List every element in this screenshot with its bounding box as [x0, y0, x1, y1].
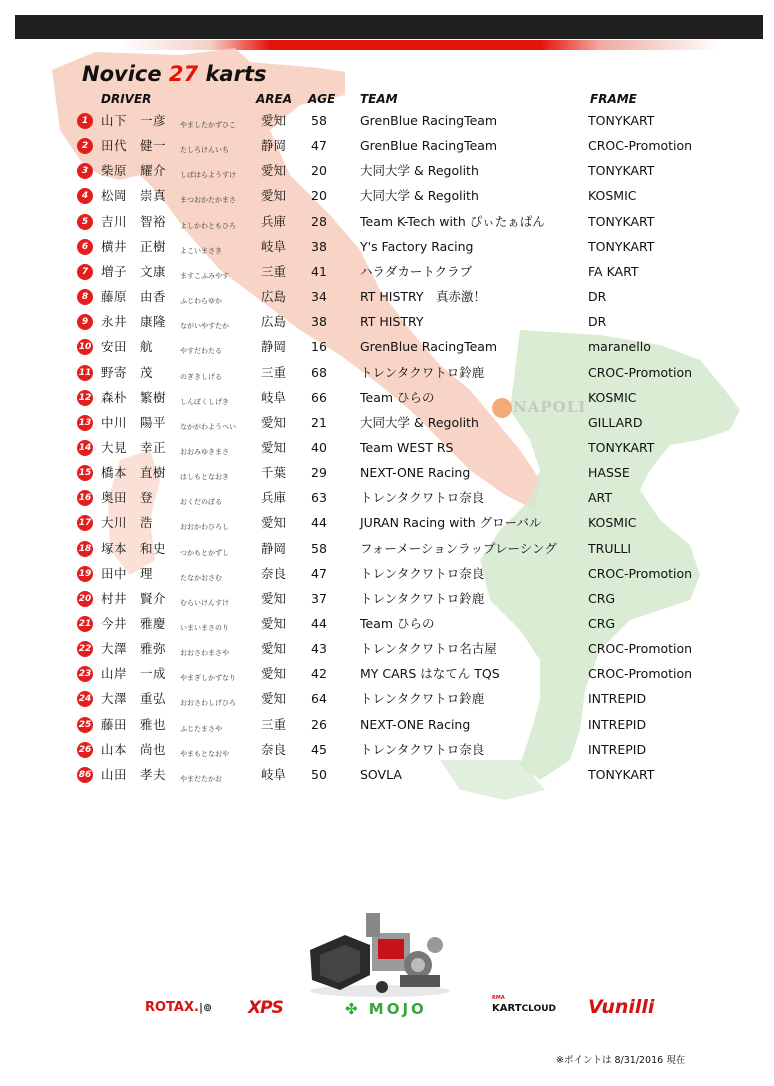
driver-team: MY CARS はなてん TQS [360, 666, 500, 682]
driver-area: 三重 [261, 716, 287, 732]
driver-kana: やまぎしかずなり [180, 674, 236, 683]
driver-team: トレンタクワトロ奈良 [360, 490, 485, 506]
kartcloud-kart-text: KART [492, 1003, 522, 1014]
driver-age: 43 [311, 641, 327, 657]
driver-number-badge: 26 [77, 742, 93, 758]
driver-kana: ふじたまさや [180, 724, 222, 733]
driver-kana: おおさわまさや [180, 649, 229, 658]
napoli-dot-icon [492, 398, 512, 418]
rotax-text: ROTAX. [145, 1000, 199, 1015]
driver-row [0, 589, 774, 614]
driver-frame: GILLARD [588, 414, 643, 430]
driver-area: 愛知 [261, 163, 287, 179]
driver-age: 38 [311, 238, 327, 254]
kartcloud-logo [492, 995, 557, 1014]
driver-name: 中川 陽平 [101, 414, 167, 430]
header-age: AGE [308, 92, 336, 106]
driver-frame: TONYKART [588, 113, 655, 128]
driver-age: 20 [311, 188, 327, 204]
driver-row [0, 388, 774, 413]
header-driver: DRIVER [101, 92, 152, 106]
driver-name: 橋本 直樹 [101, 465, 167, 481]
driver-team: トレンタクワトロ鈴鹿 [360, 364, 485, 380]
driver-age: 26 [311, 716, 327, 732]
driver-row [0, 740, 774, 765]
driver-number-badge: 4 [77, 188, 93, 204]
driver-kana: おくだのぼる [180, 498, 222, 507]
driver-kana: たしろけんいち [180, 146, 229, 155]
title-category: Novice [82, 62, 162, 86]
driver-kana: しばはらようすけ [180, 171, 236, 180]
driver-row [0, 312, 774, 337]
driver-kana: ながいやすたか [180, 322, 229, 331]
driver-kana: おおさわしげひろ [180, 699, 236, 708]
driver-age: 37 [311, 590, 327, 606]
driver-area: 三重 [261, 263, 287, 279]
driver-team: フォーメーションラップレーシング [360, 540, 557, 556]
driver-team: SOVLA [360, 766, 402, 782]
driver-row [0, 337, 774, 362]
driver-name: 今井 雅慶 [101, 616, 167, 631]
driver-name: 山下 一彦 [101, 113, 167, 128]
driver-team: 大同大学 & Regolith [360, 414, 479, 430]
driver-kana: たなかおさむ [180, 573, 222, 582]
driver-name: 藤原 由香 [101, 289, 167, 305]
driver-age: 63 [311, 490, 327, 506]
driver-area: 愛知 [261, 439, 287, 455]
driver-row [0, 539, 774, 564]
napoli-text: NAPOLI [513, 398, 587, 416]
driver-frame: INTREPID [588, 691, 647, 707]
driver-kana: やまだたかお [180, 774, 222, 783]
driver-row [0, 161, 774, 186]
driver-age: 16 [311, 339, 327, 355]
driver-area: 広島 [261, 314, 287, 330]
driver-frame: CROC-Promotion [588, 666, 693, 682]
driver-name: 永井 康隆 [101, 314, 167, 330]
driver-team: Y's Factory Racing [360, 238, 474, 254]
driver-area: 岐阜 [261, 766, 287, 782]
driver-number-badge: 2 [77, 138, 93, 154]
driver-age: 47 [311, 565, 327, 581]
driver-team: トレンタクワトロ鈴鹿 [360, 691, 485, 707]
header-area: AREA [256, 92, 293, 106]
driver-age: 64 [311, 691, 327, 707]
driver-row [0, 212, 774, 237]
driver-number-badge: 9 [77, 314, 93, 330]
page-title [82, 62, 266, 86]
driver-number-badge: 25 [77, 717, 93, 733]
driver-team: RT HISTRY [360, 314, 424, 330]
driver-age: 41 [311, 263, 327, 279]
driver-number-badge: 18 [77, 541, 93, 557]
driver-frame: INTREPID [588, 741, 647, 757]
driver-frame: TONYKART [588, 163, 655, 179]
driver-frame: TONYKART [588, 766, 655, 782]
driver-frame: maranello [588, 339, 651, 355]
driver-area: 広島 [261, 289, 287, 305]
driver-frame: KOSMIC [588, 515, 637, 531]
driver-team: 大同大学 & Regolith [360, 163, 479, 179]
driver-number-badge: 24 [77, 691, 93, 707]
driver-kana: のぎきしげる [180, 372, 222, 381]
driver-row [0, 689, 774, 714]
driver-number-badge: 14 [77, 440, 93, 456]
driver-age: 34 [311, 289, 327, 305]
driver-name: 藤田 雅也 [101, 716, 167, 732]
driver-area: 静岡 [261, 540, 287, 556]
driver-kana: むらいけんすけ [180, 598, 229, 607]
driver-number-badge: 21 [77, 616, 93, 632]
driver-team: トレンタクワトロ奈良 [360, 565, 485, 581]
driver-frame: CRG [588, 590, 616, 606]
driver-area: 愛知 [261, 188, 287, 204]
driver-frame: HASSE [588, 465, 630, 481]
driver-team: 大同大学 & Regolith [360, 188, 479, 204]
driver-frame: KOSMIC [588, 188, 637, 204]
driver-row [0, 262, 774, 287]
driver-number-badge: 10 [77, 339, 93, 355]
driver-area: 愛知 [261, 691, 287, 707]
driver-row [0, 237, 774, 262]
driver-row [0, 513, 774, 538]
driver-area: 愛知 [261, 641, 287, 657]
driver-name: 安田 航 [101, 339, 154, 355]
driver-frame: KOSMIC [588, 389, 637, 405]
driver-team: RT HISTRY 真赤激！ [360, 289, 487, 305]
driver-row [0, 287, 774, 312]
driver-name: 野寄 茂 [101, 364, 154, 380]
driver-age: 68 [311, 364, 327, 380]
driver-name: 山本 尚也 [101, 741, 167, 757]
driver-area: 岐阜 [261, 389, 287, 405]
kartcloud-cloud-text: CLOUD [521, 1004, 557, 1014]
header-team: TEAM [360, 92, 398, 106]
xps-logo [248, 998, 283, 1018]
rotax-mark: |⊚ [198, 1001, 213, 1014]
driver-name: 柴原 耀介 [101, 163, 167, 179]
driver-area: 愛知 [261, 590, 287, 606]
driver-team: Team ひらの [360, 616, 435, 631]
driver-number-badge: 8 [77, 289, 93, 305]
driver-team: JURAN Racing with グローバル [360, 515, 542, 531]
driver-name: 奥田 登 [101, 490, 154, 506]
driver-row [0, 136, 774, 161]
driver-area: 愛知 [261, 515, 287, 531]
driver-area: 静岡 [261, 138, 287, 154]
driver-area: 愛知 [261, 666, 287, 682]
driver-kana: はしもとなおき [180, 473, 229, 482]
driver-area: 兵庫 [261, 490, 287, 506]
driver-row [0, 438, 774, 463]
driver-kana: つかもとかずし [180, 548, 229, 557]
driver-number-badge: 19 [77, 566, 93, 582]
driver-number-badge: 13 [77, 415, 93, 431]
driver-kana: よこいまさき [180, 246, 222, 255]
driver-row [0, 715, 774, 740]
driver-kana: おおみゆきまさ [180, 447, 229, 456]
driver-name: 山田 孝夫 [101, 766, 167, 782]
driver-age: 21 [311, 414, 327, 430]
driver-team: Team WEST RS [360, 439, 454, 455]
driver-kana: なかがわようへい [180, 422, 236, 431]
driver-team: GrenBlue RacingTeam [360, 113, 498, 128]
driver-area: 静岡 [261, 339, 287, 355]
points-footnote: ※ポイントは 8/31/2016 現在 [556, 1055, 686, 1066]
driver-team: ハラダカートクラブ [360, 263, 473, 279]
driver-name: 横井 正樹 [101, 238, 167, 254]
driver-frame: DR [588, 314, 607, 330]
driver-frame: TONYKART [588, 439, 655, 455]
driver-kana: やましたかずひこ [180, 121, 236, 129]
driver-number-badge: 11 [77, 365, 93, 381]
driver-name: 松岡 崇真 [101, 188, 167, 204]
driver-name: 塚本 和史 [101, 540, 167, 556]
header-frame: FRAME [590, 92, 637, 106]
rotax-logo [145, 1000, 212, 1015]
kart-engine-image [300, 905, 460, 1000]
driver-age: 42 [311, 666, 327, 682]
driver-frame: CRG [588, 616, 616, 631]
driver-row [0, 363, 774, 388]
driver-team: NEXT-ONE Racing [360, 716, 471, 732]
driver-kana: しんぼくしげき [180, 397, 229, 406]
driver-name: 大澤 雅弥 [101, 641, 167, 657]
xps-text: XPS [248, 998, 283, 1018]
driver-frame: CROC-Promotion [588, 138, 693, 154]
driver-area: 三重 [261, 364, 287, 380]
driver-kana: おおかわひろし [180, 523, 229, 532]
driver-area: 千葉 [261, 465, 287, 481]
driver-name: 大澤 重弘 [101, 691, 167, 707]
driver-row [0, 765, 774, 790]
driver-age: 58 [311, 540, 327, 556]
driver-age: 66 [311, 389, 327, 405]
driver-row [0, 614, 774, 639]
driver-age: 40 [311, 439, 327, 455]
vunilli-text: Vunilli [588, 996, 655, 1018]
driver-area: 愛知 [261, 113, 287, 128]
driver-row [0, 111, 774, 136]
driver-row [0, 463, 774, 488]
driver-number-badge: 23 [77, 666, 93, 682]
driver-area: 兵庫 [261, 213, 287, 229]
driver-age: 50 [311, 766, 327, 782]
driver-number-badge: 3 [77, 163, 93, 179]
driver-frame: FA KART [588, 263, 639, 279]
driver-frame: DR [588, 289, 607, 305]
driver-number-badge: 6 [77, 239, 93, 255]
driver-age: 28 [311, 213, 327, 229]
driver-kana: ますこふみやす [180, 271, 229, 280]
driver-area: 岐阜 [261, 238, 287, 254]
title-unit: karts [205, 62, 267, 86]
kartcloud-top-text: RMA [492, 995, 505, 1001]
vunilli-logo [588, 996, 654, 1018]
driver-frame: TRULLI [588, 540, 632, 556]
driver-name: 田代 健一 [101, 138, 167, 154]
driver-team: トレンタクワトロ奈良 [360, 741, 485, 757]
driver-row [0, 488, 774, 513]
driver-row [0, 639, 774, 664]
driver-number-badge: 16 [77, 490, 93, 506]
driver-number-badge: 1 [77, 113, 93, 129]
driver-name: 吉川 智裕 [101, 213, 167, 229]
driver-age: 47 [311, 138, 327, 154]
driver-name: 山岸 一成 [101, 666, 167, 682]
driver-row [0, 664, 774, 689]
title-count: 27 [168, 62, 199, 86]
driver-team: GrenBlue RacingTeam [360, 138, 498, 154]
driver-age: 45 [311, 741, 327, 757]
driver-area: 愛知 [261, 414, 287, 430]
driver-number-badge: 20 [77, 591, 93, 607]
driver-frame: TONYKART [588, 238, 655, 254]
driver-kana: やまもとなおや [180, 749, 229, 758]
driver-frame: CROC-Promotion [588, 565, 693, 581]
driver-kana: よしかわともひろ [180, 221, 236, 230]
driver-name: 森朴 繁樹 [101, 389, 167, 405]
driver-age: 20 [311, 163, 327, 179]
driver-kana: いまいまさのり [180, 624, 229, 632]
driver-number-badge: 17 [77, 515, 93, 531]
driver-name: 増子 文康 [101, 263, 167, 279]
driver-row [0, 186, 774, 211]
driver-area: 奈良 [261, 741, 287, 757]
driver-frame: ART [588, 490, 612, 506]
driver-team: Team ひらの [360, 389, 435, 405]
driver-kana: まつおかたかまさ [180, 196, 236, 205]
driver-age: 44 [311, 515, 327, 531]
driver-row [0, 564, 774, 589]
driver-number-badge: 5 [77, 214, 93, 230]
driver-team: トレンタクワトロ鈴鹿 [360, 590, 485, 606]
driver-number-badge: 15 [77, 465, 93, 481]
driver-frame: CROC-Promotion [588, 364, 693, 380]
driver-frame: INTREPID [588, 716, 647, 732]
driver-name: 大見 幸正 [101, 439, 167, 455]
driver-name: 田中 理 [101, 565, 154, 581]
driver-kana: ふじわらゆか [180, 297, 222, 306]
driver-name: 村井 賢介 [101, 590, 167, 606]
driver-name: 大川 浩 [101, 515, 154, 531]
mojo-text: MOJO [368, 1000, 427, 1018]
driver-area: 奈良 [261, 565, 287, 581]
driver-age: 58 [311, 113, 327, 128]
driver-number-badge: 22 [77, 641, 93, 657]
driver-number-badge: 86 [77, 767, 93, 783]
driver-team: Team K-Tech with ぴぃたぁぱん [360, 213, 545, 229]
driver-frame: CROC-Promotion [588, 641, 693, 657]
driver-age: 29 [311, 465, 327, 481]
mojo-logo: ✤ MOJO [345, 1000, 427, 1018]
driver-age: 44 [311, 616, 327, 631]
driver-team: GrenBlue RacingTeam [360, 339, 498, 355]
driver-team: トレンタクワトロ名古屋 [360, 641, 497, 657]
driver-area: 愛知 [261, 616, 287, 631]
driver-row [0, 413, 774, 438]
driver-team: NEXT-ONE Racing [360, 465, 471, 481]
driver-number-badge: 12 [77, 390, 93, 406]
driver-number-badge: 7 [77, 264, 93, 280]
driver-age: 38 [311, 314, 327, 330]
driver-frame: TONYKART [588, 213, 655, 229]
driver-kana: やすだわたる [180, 347, 222, 356]
